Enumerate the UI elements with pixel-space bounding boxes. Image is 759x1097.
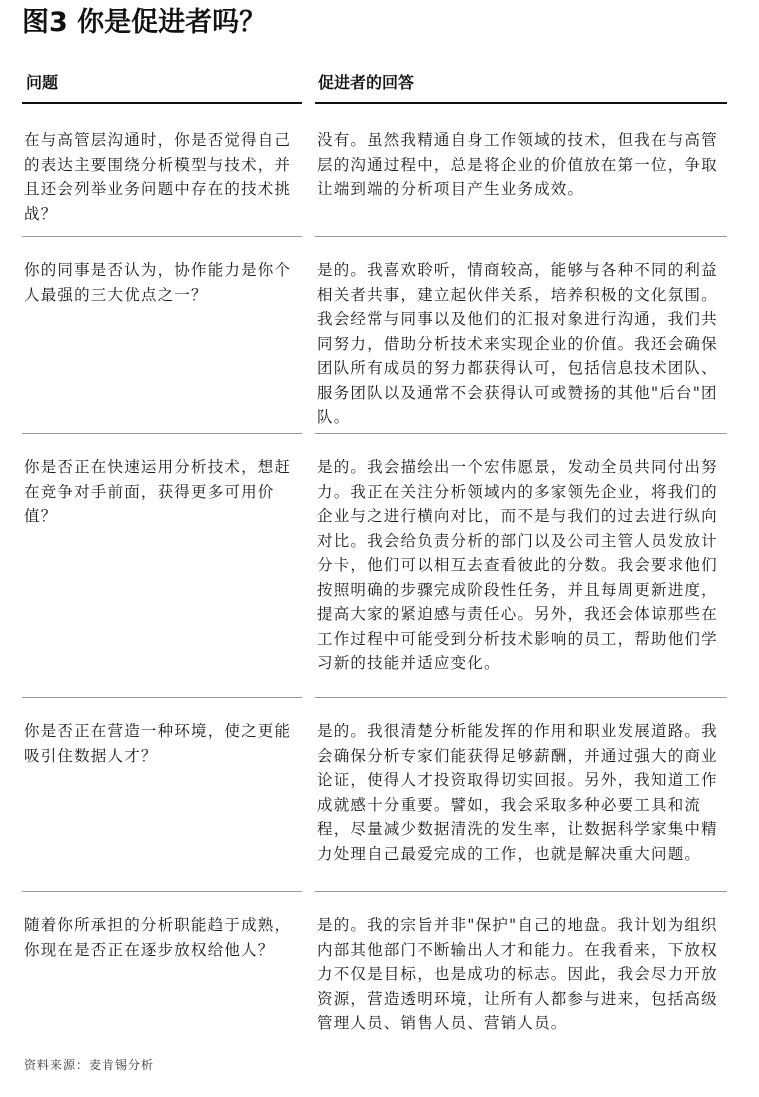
question-cell: 你的同事是否认为，协作能力是你个人最强的三大优点之一？ — [24, 261, 292, 304]
row-divider — [315, 891, 727, 892]
row-divider — [22, 236, 302, 237]
header-divider — [315, 102, 727, 104]
row-divider — [315, 433, 727, 434]
answer-cell: 是的。我很清楚分析能发挥的作用和职业发展道路。我会确保分析专家们能获得足够薪酬，并通过强大的商业论证，使得人才投资取得切实回报。另外，我知道工作成就感十分重要。譬如，我会采取多种必要工具和流程，尽量减少数据清洗的发生率，让数据科学家集中精力处理自己最爱完成的工作，也就是解决重大问题。 — [317, 722, 718, 863]
row-divider — [22, 891, 302, 892]
answer-cell: 是的。我喜欢聆听，情商较高，能够与各种不同的利益相关者共事，建立起伙伴关系，培养积极的文化氛围。我会经常与同事以及他们的汇报对象进行沟通，我们共同努力，借助分析技术来实现企业的价值。我还会确保团队所有成员的努力都获得认可，包括信息技术团队、服务团队以及通常不会获得认可或赞扬的其他"后台"团队。 — [317, 261, 718, 426]
figure-title: 图3 你是促进者吗？ — [22, 7, 267, 38]
answer-column-header: 促进者的回答 — [318, 73, 415, 92]
row-divider — [22, 697, 302, 698]
answer-cell: 是的。我会描绘出一个宏伟愿景，发动全员共同付出努力。我正在关注分析领域内的多家领先企业，将我们的企业与之进行横向对比，而不是与我们的过去进行纵向对比。我会给负责分析的部门以及公司主管人员发放计分卡，他们可以相互去查看彼此的分数。我会要求他们按照明确的步骤完成阶段性任务，并且每周更新进度，提高大家的紧迫感与责任心。另外，我还会体谅那些在工作过程中可能受到分析技术影响的员工，帮助他们学习新的技能并适应变化。 — [317, 458, 718, 672]
question-column-header: 问题 — [26, 73, 59, 92]
answer-cell: 没有。虽然我精通自身工作领域的技术，但我在与高管层的沟通过程中，总是将企业的价值放在第一位，争取让端到端的分析项目产生业务成效。 — [317, 131, 718, 198]
row-divider — [315, 697, 727, 698]
answer-cell: 是的。我的宗旨并非"保护"自己的地盘。我计划为组织内部其他部门不断输出人才和能力。在我看来，下放权力不仅是目标，也是成功的标志。因此，我会尽力开放资源，营造透明环境，让所有人都参与进来，包括高级管理人员、销售人员、营销人员。 — [317, 916, 718, 1032]
header-divider — [22, 102, 302, 104]
question-cell: 随着你所承担的分析职能趋于成熟，你现在是否正在逐步放权给他人？ — [24, 916, 292, 959]
source-note: 资料来源：麦肯锡分析 — [24, 1058, 155, 1072]
question-cell: 在与高管层沟通时，你是否觉得自己的表达主要围绕分析模型与技术，并且还会列举业务问题中存在的技术挑战？ — [24, 131, 292, 223]
question-cell: 你是否正在营造一种环境，使之更能吸引住数据人才？ — [24, 722, 292, 765]
question-cell: 你是否正在快速运用分析技术，想赶在竞争对手前面，获得更多可用价值？ — [24, 458, 292, 525]
row-divider — [22, 433, 302, 434]
row-divider — [315, 236, 727, 237]
